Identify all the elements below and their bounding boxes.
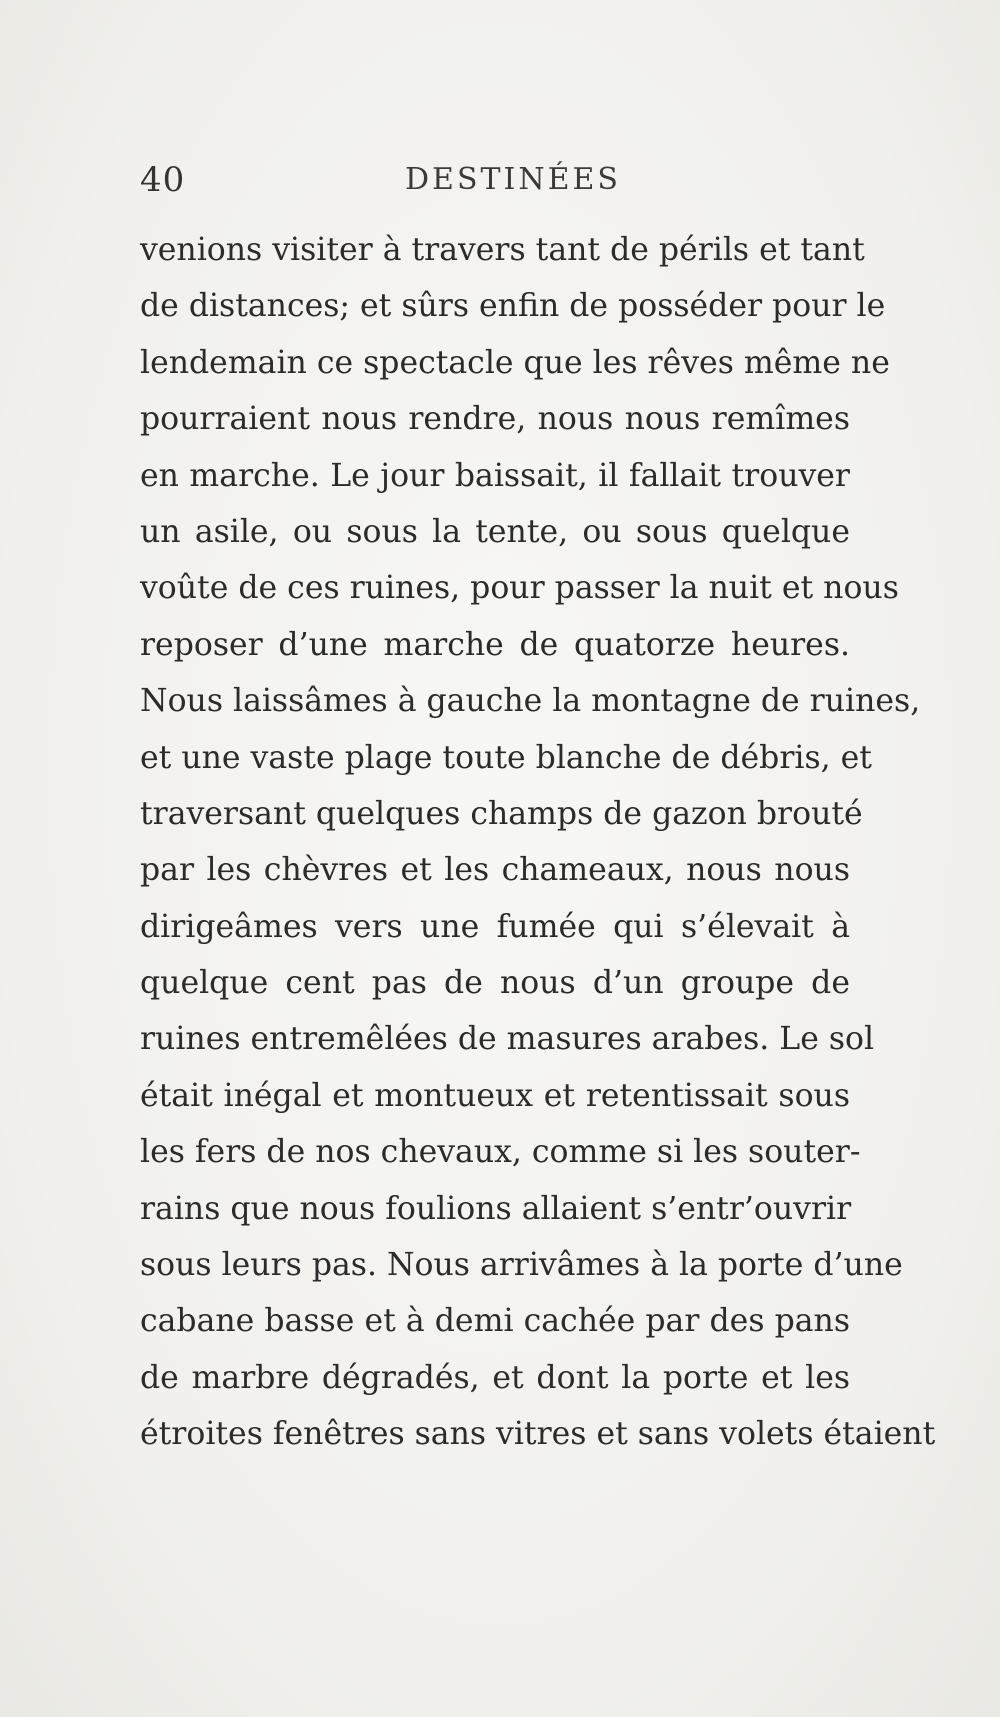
text-line: pourraient nous rendre, nous nous remîmes [140,401,850,438]
text-line: quelque cent pas de nous d’un groupe de [140,965,850,1002]
text-line: les fers de nos chevaux, comme si les souter- [140,1134,861,1171]
text-line: ruines entremêlées de masures arabes. Le sol [140,1021,875,1058]
text-line: voûte de ces ruines, pour passer la nuit et nous [140,570,899,607]
text-line: et une vaste plage toute blanche de débris, et [140,739,872,776]
text-line: reposer d’une marche de quatorze heures. [140,626,850,663]
text-line: un asile, ou sous la tente, ou sous quelque [140,513,850,550]
text-line: venions visiter à travers tant de périls et tant [140,232,865,268]
text-line: cabane basse et à demi cachée par des pans [140,1303,850,1340]
text-line: lendemain ce spectacle que les rêves même ne [140,344,890,381]
text-line: rains que nous foulions allaient s’entr’ouvrir [140,1190,852,1227]
page-header [140,160,850,204]
running-head: DESTINÉES [405,162,621,197]
text-line: dirigeâmes vers une fumée qui s’élevait à [140,908,850,945]
text-line: sous leurs pas. Nous arrivâmes à la porte d’une [140,1247,903,1284]
text-line: était inégal et montueux et retentissait sous [140,1077,850,1114]
page-number: 40 [140,160,186,200]
text-line: étroites fenêtres sans vitres et sans volets étaient [140,1416,936,1453]
text-line: de marbre dégradés, et dont la porte et les [140,1359,850,1396]
text-line: par les chèvres et les chameaux, nous nous [140,852,850,889]
text-line: Nous laissâmes à gauche la montagne de ruines, [140,683,921,720]
body-text [140,222,936,1463]
text-line: en marche. Le jour baissait, il fallait trouver [140,457,850,494]
text-line: de distances; et sûrs enfin de posséder pour le [140,288,886,325]
text-line: traversant quelques champs de gazon brouté [140,795,863,832]
